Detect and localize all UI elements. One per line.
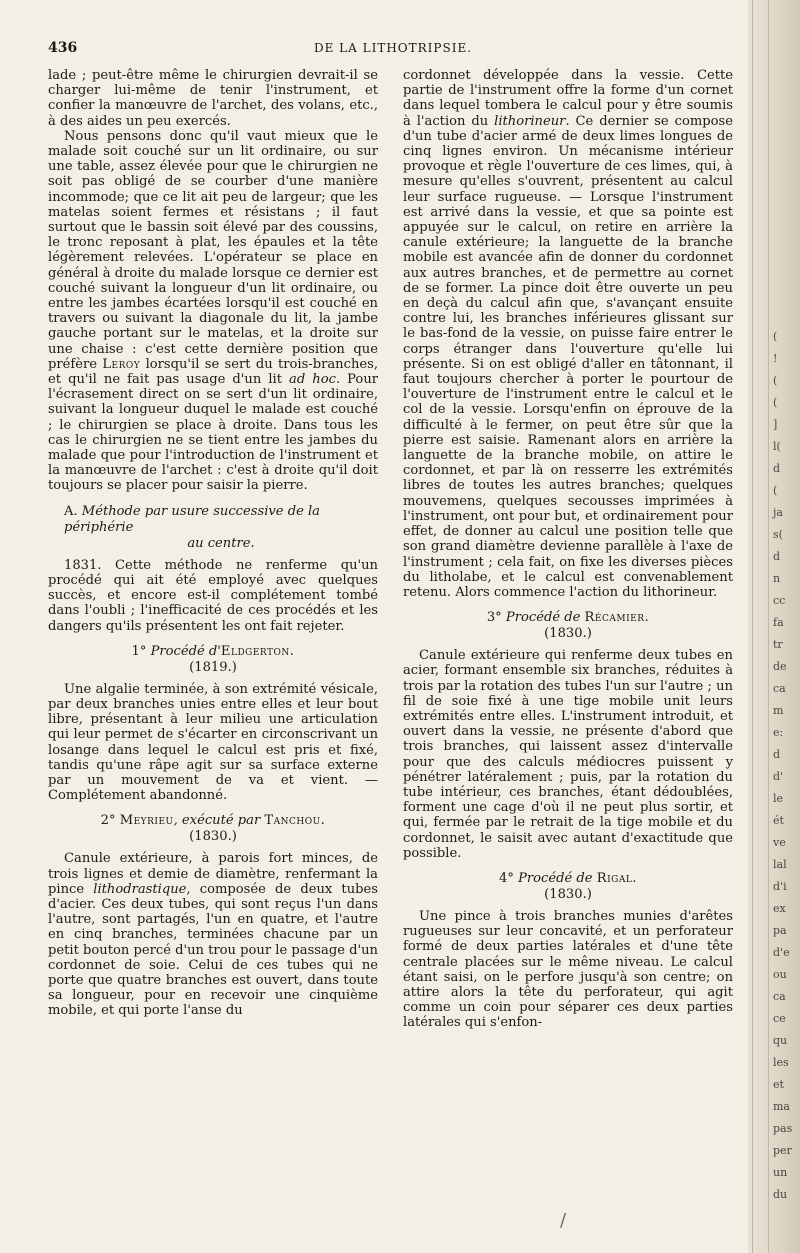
edge-glyph: du: [773, 1188, 788, 1201]
author-name: Tanchou.: [264, 813, 326, 829]
edge-line: [768, 0, 769, 1253]
edge-glyph: pas: [773, 1122, 793, 1135]
procedure-number: 2°: [100, 813, 116, 829]
paragraph: [48, 851, 378, 1018]
procedure-title: Procédé de: [505, 610, 581, 626]
edge-glyph: ca: [773, 682, 786, 695]
edge-glyph: n: [773, 572, 781, 585]
author-name: Meyrieu: [119, 813, 174, 829]
procedure-year: (1830.): [544, 626, 592, 642]
edge-glyph: e:: [773, 726, 784, 739]
procedure-heading: [403, 871, 733, 903]
edge-glyph: fa: [773, 616, 784, 629]
paragraph: Une algalie terminée, à son extrémité vésicale, par deux branches unies entre elles et leur bout libre, présentant à leur milieu une articulation qui leur permet de s'écarter en circonscrivant un losange dans lequel le calcul est pris et fixé, tandis qu'une râpe agit sur sa surface externe par un mouvement de va et vient. — Complétement abandonné.: [48, 681, 378, 804]
procedure-title-line: [101, 813, 326, 828]
author-name: Rigal.: [596, 870, 637, 886]
edge-glyph: pa: [773, 924, 787, 937]
section-label: A.: [64, 503, 78, 519]
paragraph: 1831. Cette méthode ne renferme qu'un procédé qui ait été employé avec quelques succès, et encore est-il complétement tombé dans l'oubli ; l'inefficacité de ces procédés et les dangers qu'ils présentent les ont fait rejeter.: [48, 557, 378, 634]
edge-glyph: (: [773, 330, 778, 343]
procedure-title: Procédé d': [150, 643, 221, 659]
edge-glyph: (: [773, 484, 778, 497]
paragraph: Canule extérieure qui renferme deux tubes en acier, formant ensemble six branches, réduites à trois par la rotation des tubes l'un sur l'autre ; un fil de soie fixé à une tige mobile unit leurs extrémités entre elles. L'instrument introduit, et ouvert dans la vessie, ne présente d'abord que trois branches, qui laissent assez d'intervalle pour que des calculs médiocres puissent y pénétrer latéralement ; puis, par la rotation du tube intérieur, ces branches, étant dédoublées, forment une cage d'où il ne peut plus sortir, et qui, fermée par le retrait de la tige mobile et du cordonnet, le saisit avec autant d'exactitude que possible.: [403, 648, 733, 861]
edge-glyph: (: [773, 374, 778, 387]
paragraph: [403, 68, 733, 600]
edge-glyph: cc: [773, 594, 786, 607]
edge-glyph: ma: [773, 1100, 790, 1113]
edge-glyph: d: [773, 748, 781, 761]
edge-glyph: ca: [773, 990, 786, 1003]
paragraph-text: Canule extérieure, à parois fort minces, de trois lignes et demie de diamètre, renfermant la pince: [48, 851, 378, 897]
edge-glyph: ]: [773, 418, 778, 431]
procedure-title: Procédé de: [518, 870, 593, 886]
paragraph: [48, 129, 378, 494]
page-header: [48, 40, 738, 60]
procedure-heading: [403, 610, 733, 642]
edge-glyph: d: [773, 550, 781, 563]
procedure-title-line: [499, 871, 637, 886]
edge-glyph: l(: [773, 440, 781, 453]
procedure-heading: [48, 813, 378, 845]
edge-glyph: le: [773, 792, 784, 805]
edge-glyph: m: [773, 704, 784, 717]
edge-glyph: !: [773, 352, 778, 365]
procedure-year: (1819.): [189, 659, 237, 675]
procedure-title: , exécuté par: [173, 813, 261, 829]
running-title: DE LA LITHOTRIPSIE.: [313, 41, 473, 55]
edge-glyph: d'e: [773, 946, 790, 959]
procedure-number: 1°: [131, 643, 147, 659]
procedure-year: (1830.): [189, 829, 237, 845]
paragraph: lade ; peut-être même le chirurgien devrait-il se charger lui-même de tenir l'instrument, et confier la manœuvre de l'archet, des volans, etc., à des aides un peu exercés.: [48, 68, 378, 129]
procedure-number: 4°: [499, 870, 514, 886]
paragraph-text: lorsqu'il se sert du trois-branches, et qu'il ne fait pas usage d'un lit: [48, 356, 379, 388]
edge-glyph: ja: [773, 506, 783, 519]
author-name: Leroy: [102, 356, 141, 372]
right-column: [403, 68, 733, 1031]
procedure-number: 3°: [486, 610, 502, 626]
procedure-heading: [48, 644, 378, 676]
edge-glyph: lal: [773, 858, 787, 871]
author-name: Récamier.: [584, 610, 650, 626]
edge-glyph: et: [773, 1078, 784, 1091]
paragraph-text: . Ce dernier se compose d'un tube d'acier armé de deux limes longues de cinq lignes environ. Un mécanisme intérieur provoque et règle l'ouverture de ces limes, qui, à mesure qu'elles s'ouvrent, présentent au calcul leur surface rugueuse. — Lorsque l'instrument est arrivé dans la vessie, et que sa pointe est appuyée sur le calcul, on retire en arrière la canule extérieure; la languette de la branche mobile est avancée afin de donner du cordonnet aux autres branches, et de permettre au cornet de se former. La pince doit être ouverte un peu en deçà du calcul afin que, s'avançant ensuite contre lui, les branches inférieures glissant sur le bas-fond de la vessie, on puisse faire entrer le corps étranger dans l'ouverture qu'elle lui présente. Si on est obligé d'aller en tâtonnant, il faut toujours chercher à porter le pourtour de l'ouverture de l'instrument entre le calcul et le col de la vessie. Lorsqu'enfin on éprouve de la difficulté à le fermer, on peut être sûr que la pierre est saisie. Ramenant alors en arrière la languette de la branche mobile, on attire le cordonnet, et par là on resserre les extrémités libres de toutes les autres branches; quelques mouvemens, quelques secousses imprimées à l'instrument, ont pour but, et ordinairement pour effet, de donner au calcul une position telle que son grand diamètre devienne parallèle à l'axe de l'instrument ; cela fait, on fixe les diverses pièces du litholabe, et le calcul est convenablement retenu. Alors commence l'action du lithorineur.: [403, 113, 733, 600]
edge-glyph: s(: [773, 528, 783, 541]
edge-glyph: les: [773, 1056, 789, 1069]
italic-term: lithorineur: [494, 113, 566, 129]
italic-term: lithodrastique: [93, 881, 187, 897]
paragraph-text: cordonnet développée dans la vessie. Cette partie de l'instrument offre la forme d'un cornet dans lequel tombera le calcul pour y être soumis à l'action du: [403, 68, 733, 129]
left-column: [48, 68, 378, 1019]
section-heading: [64, 504, 378, 552]
section-title-cont: au centre.: [187, 535, 255, 551]
pencil-mark: /: [560, 1210, 567, 1231]
edge-glyph: qu: [773, 1034, 788, 1047]
edge-glyph: ét: [773, 814, 784, 827]
procedure-title-line: [132, 644, 295, 659]
edge-glyph: d': [773, 770, 784, 783]
edge-glyph: de: [773, 660, 787, 673]
paragraph-text: Nous pensons donc qu'il vaut mieux que le malade soit couché sur un lit ordinaire, ou sur une table, assez élevée pour que le chirurgien ne soit pas obligé de se courber d'une manière incommode; que ce lit ait peu de largeur; que les matelas soient fermes et résistans ; il faut surtout que le bassin soit élevé par des coussins, le tronc reposant à plat, les épaules et la tête légèrement relevées. L'opérateur se place en général à droite du malade lorsque ce dernier est couché suivant la longueur d'un lit ordinaire, ou entre les jambes écartées lorsqu'il est couché en travers ou suivant la diagonale du lit, la jambe gauche portant sur le matelas, et la droite sur une chaise : c'est cette dernière position que préfère: [48, 128, 378, 372]
edge-glyph: tr: [773, 638, 783, 651]
edge-glyph: ve: [773, 836, 786, 849]
procedure-title-line: [487, 610, 649, 625]
procedure-year: (1830.): [544, 886, 592, 902]
edge-glyph: (: [773, 396, 778, 409]
paragraph: Une pince à trois branches munies d'arêtes rugueuses sur leur concavité, et un perforateur formé de deux parties latérales et d'une tête centrale placées sur le même niveau. Le calcul étant saisi, on le perfore jusqu'à son centre; on attire alors la tête du perforateur, qui agit comme un coin pour séparer ces deux parties latérales qui s'enfon-: [403, 908, 733, 1031]
paragraph-text: . Pour l'écrasement direct on se sert d'un lit ordinaire, suivant la longueur duquel le malade est couché ; le chirurgien se place à droite. Dans tous les cas le chirurgien ne se tient entre les jambes du malade que pour l'introduction de l'instrument et la manœuvre de l'archet : c'est à droite qu'il doit toujours se placer pour saisir la pierre.: [48, 372, 379, 494]
page-number: 436: [48, 40, 78, 56]
edge-glyph: per: [773, 1144, 792, 1157]
edge-glyph: d'i: [773, 880, 787, 893]
edge-glyph: ou: [773, 968, 787, 981]
section-title: Méthode par usure successive de la périphérie: [64, 503, 320, 535]
edge-glyph: ex: [773, 902, 786, 915]
edge-glyph: d: [773, 462, 781, 475]
edge-line: [752, 0, 753, 1253]
edge-glyph: ce: [773, 1012, 786, 1025]
paragraph-text: , composée de deux tubes d'acier. Ces deux tubes, qui sont reçus l'un dans l'autre, sont partagés, l'un en quatre, et l'autre en cinq branches, terminées chacune par un petit bouton percé d'un trou pour le passage d'un cordonnet de soie. Celui de ces tubes qui ne porte que quatre branches est ouvert, dans toute sa longueur, pour en recevoir une cinquième mobile, et qui porte l'anse du: [48, 881, 378, 1019]
edge-glyph: un: [773, 1166, 788, 1179]
author-name: Eldgerton.: [220, 643, 295, 659]
latin-term: ad hoc: [289, 372, 336, 388]
